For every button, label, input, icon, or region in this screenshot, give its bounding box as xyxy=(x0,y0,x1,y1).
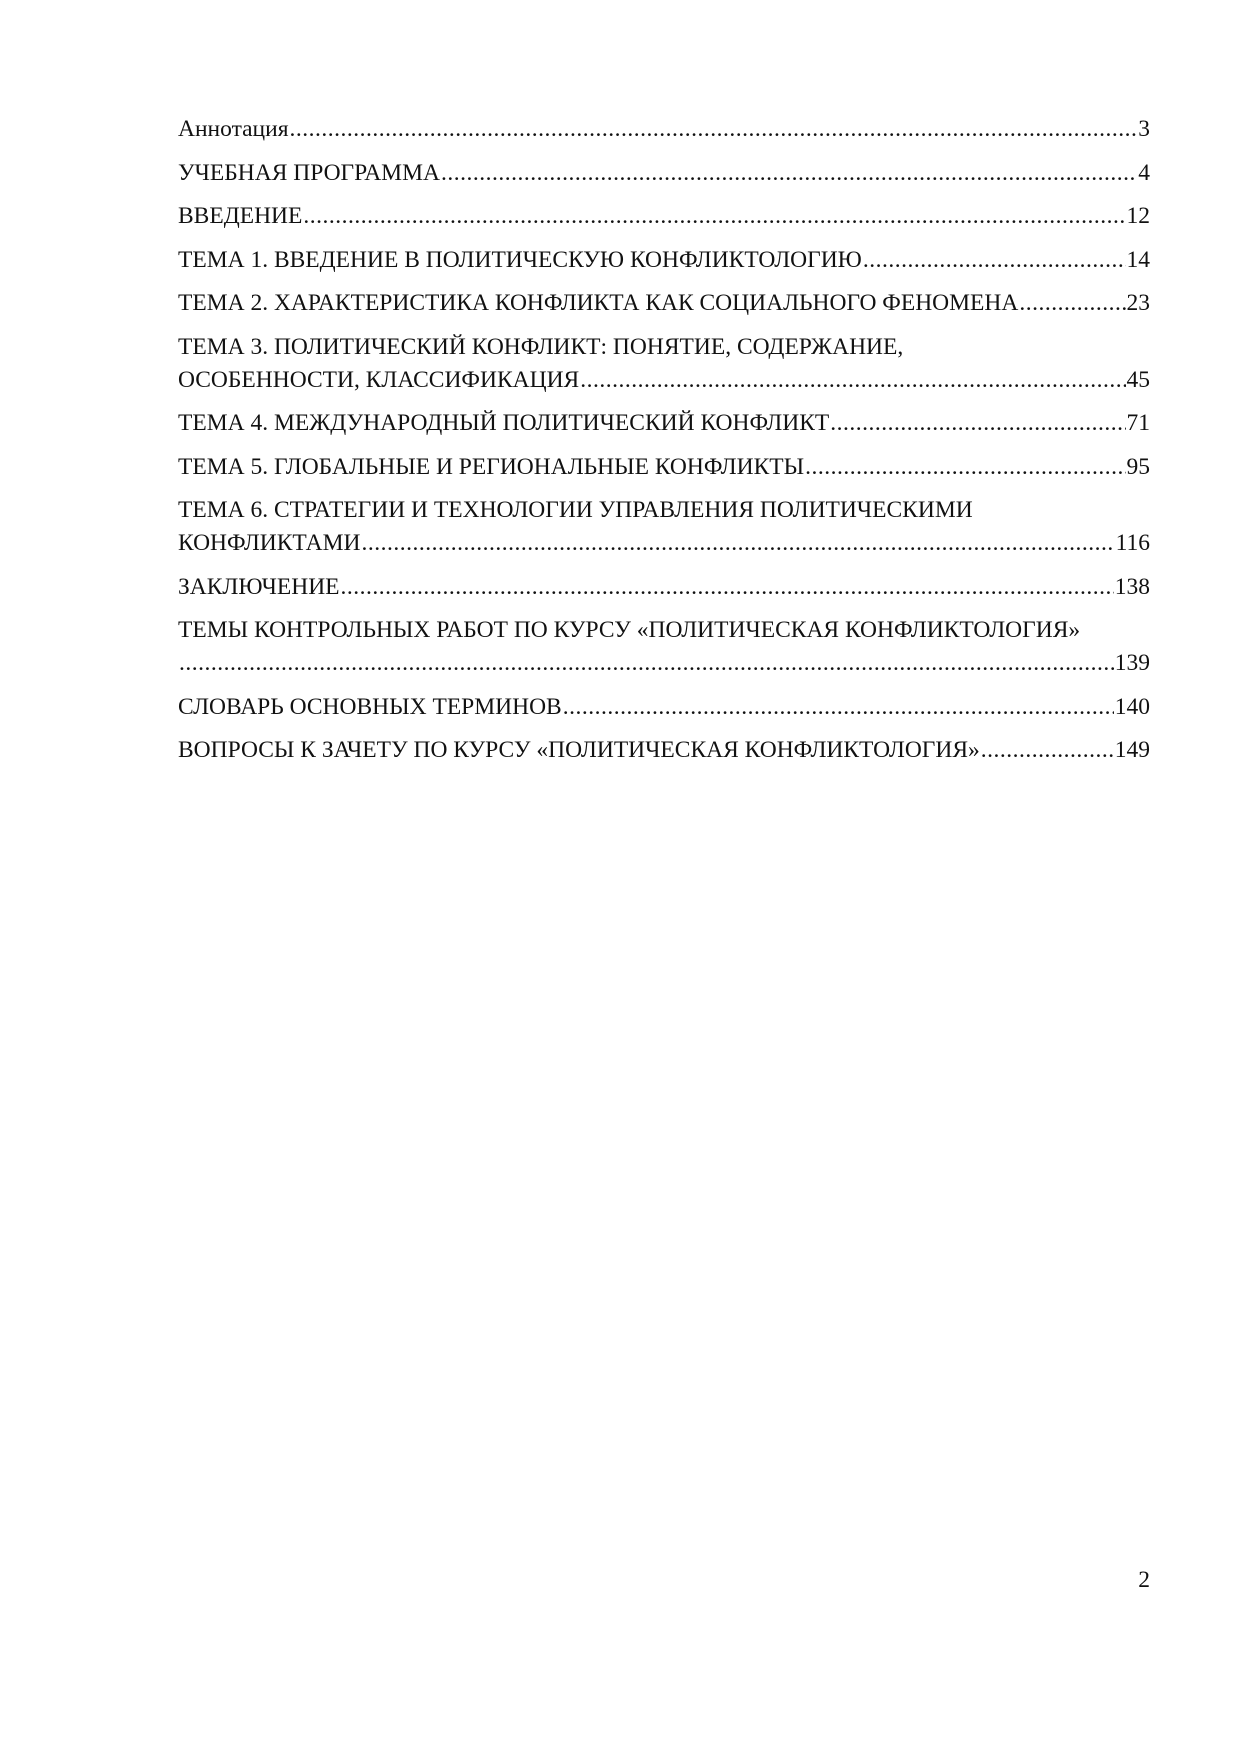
table-of-contents xyxy=(178,113,1150,778)
toc-entry-page: 23 xyxy=(1126,290,1150,316)
toc-leader-dots xyxy=(863,244,1126,277)
toc-leader-dots xyxy=(563,691,1114,724)
toc-leader-dots xyxy=(341,571,1114,604)
toc-leader-dots xyxy=(830,407,1125,440)
toc-leader-dots xyxy=(1019,287,1125,320)
toc-entry-title: ТЕМА 2. ХАРАКТЕРИСТИКА КОНФЛИКТА КАК СОЦИАЛЬНОГО ФЕНОМЕНА xyxy=(178,290,1019,316)
toc-entry-title: СЛОВАРЬ ОСНОВНЫХ ТЕРМИНОВ xyxy=(178,693,562,720)
toc-leader-dots xyxy=(805,451,1125,484)
toc-entry-page: 95 xyxy=(1126,453,1150,480)
toc-entry-page: 138 xyxy=(1114,573,1150,600)
toc-entry-page: 4 xyxy=(1138,159,1150,186)
toc-entry-annotation[interactable] xyxy=(178,113,1150,146)
page-number: 2 xyxy=(1138,1567,1150,1593)
toc-entry-title: ТЕМА 1. ВВЕДЕНИЕ В ПОЛИТИЧЕСКУЮ КОНФЛИКТОЛОГИЮ xyxy=(178,246,862,273)
toc-entry-page: 12 xyxy=(1126,203,1150,229)
toc-entry-title: ТЕМА 4. МЕЖДУНАРОДНЫЙ ПОЛИТИЧЕСКИЙ КОНФЛИКТ xyxy=(178,410,830,436)
toc-entry-title: ЗАКЛЮЧЕНИЕ xyxy=(178,573,340,600)
toc-entry-title-line1: ТЕМА 3. ПОЛИТИЧЕСКИЙ КОНФЛИКТ: ПОНЯТИЕ, СОДЕРЖАНИЕ, xyxy=(178,333,904,360)
toc-leader-dots xyxy=(361,527,1114,560)
toc-entry-page: 71 xyxy=(1126,410,1150,436)
toc-entry-topic-3[interactable] xyxy=(178,331,1150,397)
toc-entry-test-topics[interactable] xyxy=(178,614,1150,680)
toc-entry-page: 140 xyxy=(1114,693,1150,720)
toc-entry-title: ОСОБЕННОСТИ, КЛАССИФИКАЦИЯ xyxy=(178,366,580,393)
toc-entry-topic-2[interactable] xyxy=(178,287,1150,320)
toc-entry-page: 14 xyxy=(1126,246,1150,273)
toc-entry-title: Аннотация xyxy=(178,116,289,142)
toc-entry-title: УЧЕБНАЯ ПРОГРАММА xyxy=(178,159,440,186)
toc-leader-dots xyxy=(290,113,1138,146)
toc-entry-glossary[interactable] xyxy=(178,691,1150,724)
toc-entry-topic-5[interactable] xyxy=(178,451,1150,484)
toc-entry-conclusion[interactable] xyxy=(178,571,1150,604)
toc-leader-dots xyxy=(580,364,1125,397)
toc-entry-title: ТЕМА 5. ГЛОБАЛЬНЫЕ И РЕГИОНАЛЬНЫЕ КОНФЛИКТЫ xyxy=(178,453,805,480)
toc-entry-topic-4[interactable] xyxy=(178,407,1150,440)
toc-entry-program[interactable] xyxy=(178,157,1150,190)
toc-entry-page: 139 xyxy=(1114,650,1150,676)
toc-entry-page: 45 xyxy=(1126,366,1150,393)
toc-entry-topic-6[interactable] xyxy=(178,494,1150,560)
toc-entry-title: ВВЕДЕНИЕ xyxy=(178,203,303,229)
toc-leader-dots xyxy=(981,734,1114,767)
toc-entry-page: 149 xyxy=(1114,737,1150,763)
toc-entry-page: 3 xyxy=(1138,116,1150,142)
toc-entry-title-line1: ТЕМА 6. СТРАТЕГИИ И ТЕХНОЛОГИИ УПРАВЛЕНИЯ ПОЛИТИЧЕСКИМИ xyxy=(178,497,973,523)
toc-entry-title: КОНФЛИКТАМИ xyxy=(178,530,361,556)
toc-leader-dots xyxy=(303,200,1125,233)
toc-leader-dots xyxy=(441,157,1137,190)
toc-leader-dots xyxy=(179,647,1114,680)
toc-entry-title-line1: ТЕМЫ КОНТРОЛЬНЫХ РАБОТ ПО КУРСУ «ПОЛИТИЧЕСКАЯ КОНФЛИКТОЛОГИЯ» xyxy=(178,617,1081,643)
toc-entry-exam-questions[interactable] xyxy=(178,734,1150,767)
toc-entry-introduction[interactable] xyxy=(178,200,1150,233)
toc-entry-page: 116 xyxy=(1115,530,1150,556)
toc-entry-topic-1[interactable] xyxy=(178,244,1150,277)
toc-entry-title: ВОПРОСЫ К ЗАЧЕТУ ПО КУРСУ «ПОЛИТИЧЕСКАЯ КОНФЛИКТОЛОГИЯ» xyxy=(178,737,980,763)
